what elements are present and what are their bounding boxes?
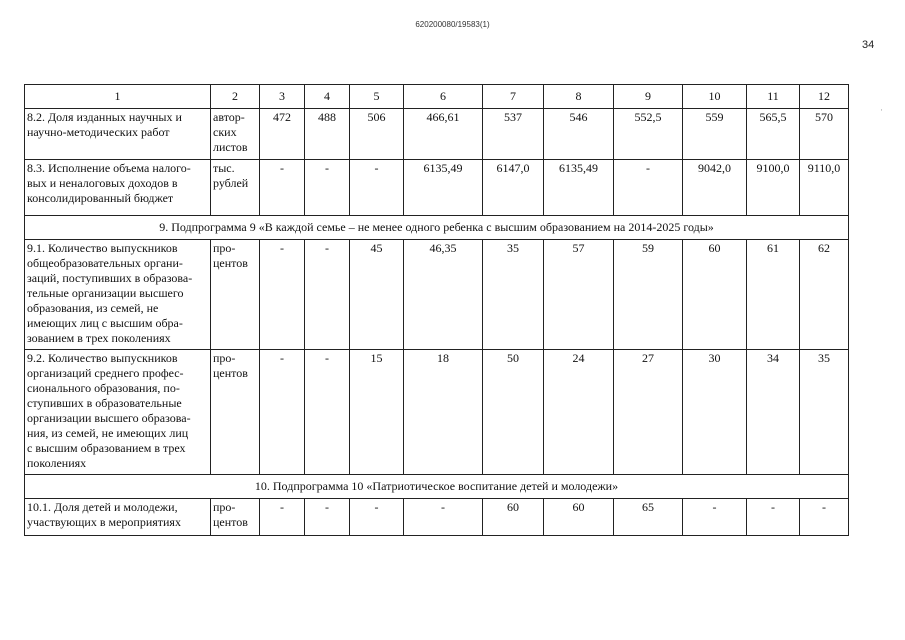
value-cell: - [305, 240, 350, 350]
text-line: организации высшего образова- [27, 411, 191, 425]
text-line: ских [213, 125, 237, 139]
text-line: ния, из семей, не имеющих лиц [27, 426, 189, 440]
indicator-name [25, 499, 211, 536]
column-number-row [25, 85, 849, 109]
unit-cell [211, 240, 260, 350]
text-line: рублей [213, 176, 249, 190]
value-cell: - [305, 499, 350, 536]
value-cell: 62 [800, 240, 849, 350]
margin-mark: · [880, 105, 883, 115]
value-cell: - [404, 499, 483, 536]
text-line: научно-методических работ [27, 125, 170, 139]
text-line: консолидированный бюджет [27, 191, 174, 205]
text-line: центов [213, 366, 248, 380]
text-line: 8.3. Исполнение объема налого- [27, 161, 191, 175]
table-row [25, 350, 849, 475]
value-cell: 472 [260, 109, 305, 160]
indicators-table [24, 84, 849, 536]
value-cell: 35 [800, 350, 849, 475]
value-cell: - [683, 499, 747, 536]
column-number: 5 [350, 85, 404, 109]
text-line: тельные организации высшего [27, 286, 184, 300]
text-line: общеобразовательных органи- [27, 256, 183, 270]
column-number: 11 [747, 85, 800, 109]
value-cell: 57 [544, 240, 614, 350]
value-cell: - [305, 350, 350, 475]
value-cell: 60 [544, 499, 614, 536]
text-line: про- [213, 500, 236, 514]
subprogram-row [25, 216, 849, 240]
indicator-name [25, 160, 211, 216]
unit-cell [211, 109, 260, 160]
value-cell: 9110,0 [800, 160, 849, 216]
column-number: 4 [305, 85, 350, 109]
column-number: 6 [404, 85, 483, 109]
subprogram-row [25, 475, 849, 499]
unit-cell [211, 160, 260, 216]
value-cell: 61 [747, 240, 800, 350]
text-line: ступивших в образовательные [27, 396, 182, 410]
value-cell: 488 [305, 109, 350, 160]
text-line: образования, из семей, не [27, 301, 159, 315]
value-cell: - [614, 160, 683, 216]
text-line: центов [213, 515, 248, 529]
column-number: 1 [25, 85, 211, 109]
text-line: тыс. [213, 161, 235, 175]
text-line: заций, поступивших в образова- [27, 271, 193, 285]
text-line: организаций среднего профес- [27, 366, 184, 380]
text-line: 10.1. Доля детей и молодежи, [27, 500, 178, 514]
table-row [25, 240, 849, 350]
value-cell: 6135,49 [404, 160, 483, 216]
text-line: вых и неналоговых доходов в [27, 176, 178, 190]
table-row [25, 160, 849, 216]
value-cell: 35 [483, 240, 544, 350]
value-cell: - [260, 160, 305, 216]
text-line: имеющих лиц с высшим обра- [27, 316, 183, 330]
text-line: с высшим образованием в трех [27, 441, 186, 455]
unit-cell [211, 350, 260, 475]
indicator-name [25, 109, 211, 160]
value-cell: 30 [683, 350, 747, 475]
column-number: 10 [683, 85, 747, 109]
value-cell: 559 [683, 109, 747, 160]
value-cell: 565,5 [747, 109, 800, 160]
value-cell: - [800, 499, 849, 536]
text-line: зованием в трех поколениях [27, 331, 171, 345]
value-cell: 15 [350, 350, 404, 475]
value-cell: 24 [544, 350, 614, 475]
value-cell: 27 [614, 350, 683, 475]
text-line: про- [213, 241, 236, 255]
subprogram-title: 10. Подпрограмма 10 «Патриотическое воспитание детей и молодежи» [25, 475, 849, 499]
text-line: 9.1. Количество выпускников [27, 241, 178, 255]
column-number: 3 [260, 85, 305, 109]
value-cell: 34 [747, 350, 800, 475]
value-cell: 506 [350, 109, 404, 160]
text-line: поколениях [27, 456, 87, 470]
table-row [25, 499, 849, 536]
value-cell: 9100,0 [747, 160, 800, 216]
indicator-name [25, 240, 211, 350]
value-cell: - [350, 160, 404, 216]
value-cell: 570 [800, 109, 849, 160]
value-cell: 537 [483, 109, 544, 160]
value-cell: 466,61 [404, 109, 483, 160]
value-cell: 59 [614, 240, 683, 350]
value-cell: - [305, 160, 350, 216]
column-number: 9 [614, 85, 683, 109]
text-line: про- [213, 351, 236, 365]
unit-cell [211, 499, 260, 536]
column-number: 2 [211, 85, 260, 109]
value-cell: 60 [483, 499, 544, 536]
value-cell: 60 [683, 240, 747, 350]
value-cell: 18 [404, 350, 483, 475]
value-cell: 6147,0 [483, 160, 544, 216]
table-row [25, 109, 849, 160]
value-cell: 50 [483, 350, 544, 475]
value-cell: 46,35 [404, 240, 483, 350]
value-cell: 6135,49 [544, 160, 614, 216]
value-cell: 9042,0 [683, 160, 747, 216]
column-number: 7 [483, 85, 544, 109]
value-cell: 45 [350, 240, 404, 350]
column-number: 12 [800, 85, 849, 109]
text-line: участвующих в мероприятиях [27, 515, 181, 529]
value-cell: - [747, 499, 800, 536]
text-line: 8.2. Доля изданных научных и [27, 110, 182, 124]
text-line: автор- [213, 110, 245, 124]
page-number: 34 [862, 39, 875, 51]
value-cell: 552,5 [614, 109, 683, 160]
text-line: листов [213, 140, 248, 154]
document-id: 620200080/19583(1) [415, 20, 490, 29]
subprogram-title: 9. Подпрограмма 9 «В каждой семье – не менее одного ребенка с высшим образованием на 2014-2025 годы» [25, 216, 849, 240]
value-cell: - [260, 350, 305, 475]
text-line: сионального образования, по- [27, 381, 180, 395]
column-number: 8 [544, 85, 614, 109]
value-cell: - [260, 240, 305, 350]
text-line: центов [213, 256, 248, 270]
value-cell: 65 [614, 499, 683, 536]
text-line: 9.2. Количество выпускников [27, 351, 178, 365]
value-cell: - [260, 499, 305, 536]
value-cell: - [350, 499, 404, 536]
value-cell: 546 [544, 109, 614, 160]
indicator-name [25, 350, 211, 475]
